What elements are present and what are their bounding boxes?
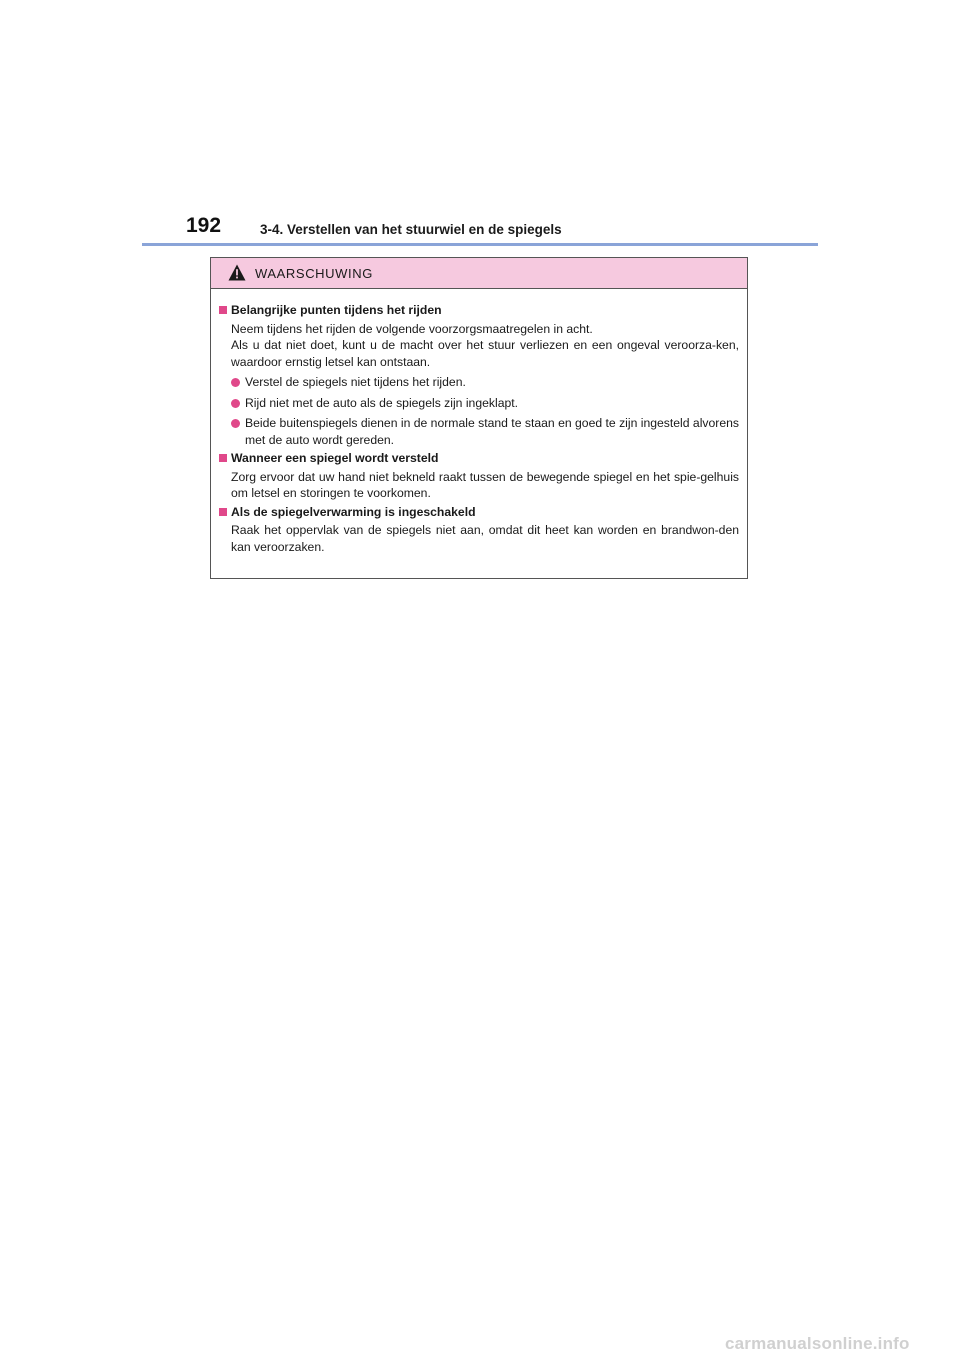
circle-bullet-icon [231,378,240,387]
section-paragraph: Neem tijdens het rijden de volgende voorzorgsmaatregelen in acht. [231,321,593,336]
warning-box [210,257,748,579]
warning-title: WAARSCHUWING [255,266,373,281]
section-paragraph: Als u dat niet doet, kunt u de macht over het stuur verliezen en een ongeval veroorza-ken, waardoor ernstig letsel kan ontstaan. [231,338,739,369]
warning-body [211,289,747,555]
section-heading: Als de spiegelverwarming is ingeschakeld [219,504,739,521]
section-heading: Wanneer een spiegel wordt versteld [219,450,739,467]
watermark: carmanualsonline.info [725,1334,910,1353]
warning-section [219,450,739,502]
section-heading: Belangrijke punten tijdens het rijden [219,302,739,319]
warning-header [211,258,747,289]
section-paragraph: Zorg ervoor dat uw hand niet bekneld raakt tussen de bewegende spiegel en het spie-gelhuis om letsel en storingen te voorkomen. [231,469,739,500]
square-bullet-icon [219,306,227,314]
warning-triangle-icon [228,264,246,281]
warning-section [219,504,739,556]
bullet-item: Rijd niet met de auto als de spiegels zijn ingeklapt. [219,395,739,412]
section-paragraph: Raak het oppervlak van de spiegels niet aan, omdat dit heet kan worden en brandwon-den kan veroorzaken. [231,523,739,554]
square-bullet-icon [219,454,227,462]
section-title: 3-4. Verstellen van het stuurwiel en de spiegels [260,222,562,237]
bullet-item: Beide buitenspiegels dienen in de normale stand te staan en goed te zijn ingesteld alvorens met de auto wordt gereden. [219,415,739,448]
warning-section [219,302,739,448]
page-number: 192 [186,214,222,237]
header-rule [142,243,818,246]
bullet-item: Verstel de spiegels niet tijdens het rijden. [219,374,739,391]
circle-bullet-icon [231,399,240,408]
square-bullet-icon [219,508,227,516]
circle-bullet-icon [231,419,240,428]
